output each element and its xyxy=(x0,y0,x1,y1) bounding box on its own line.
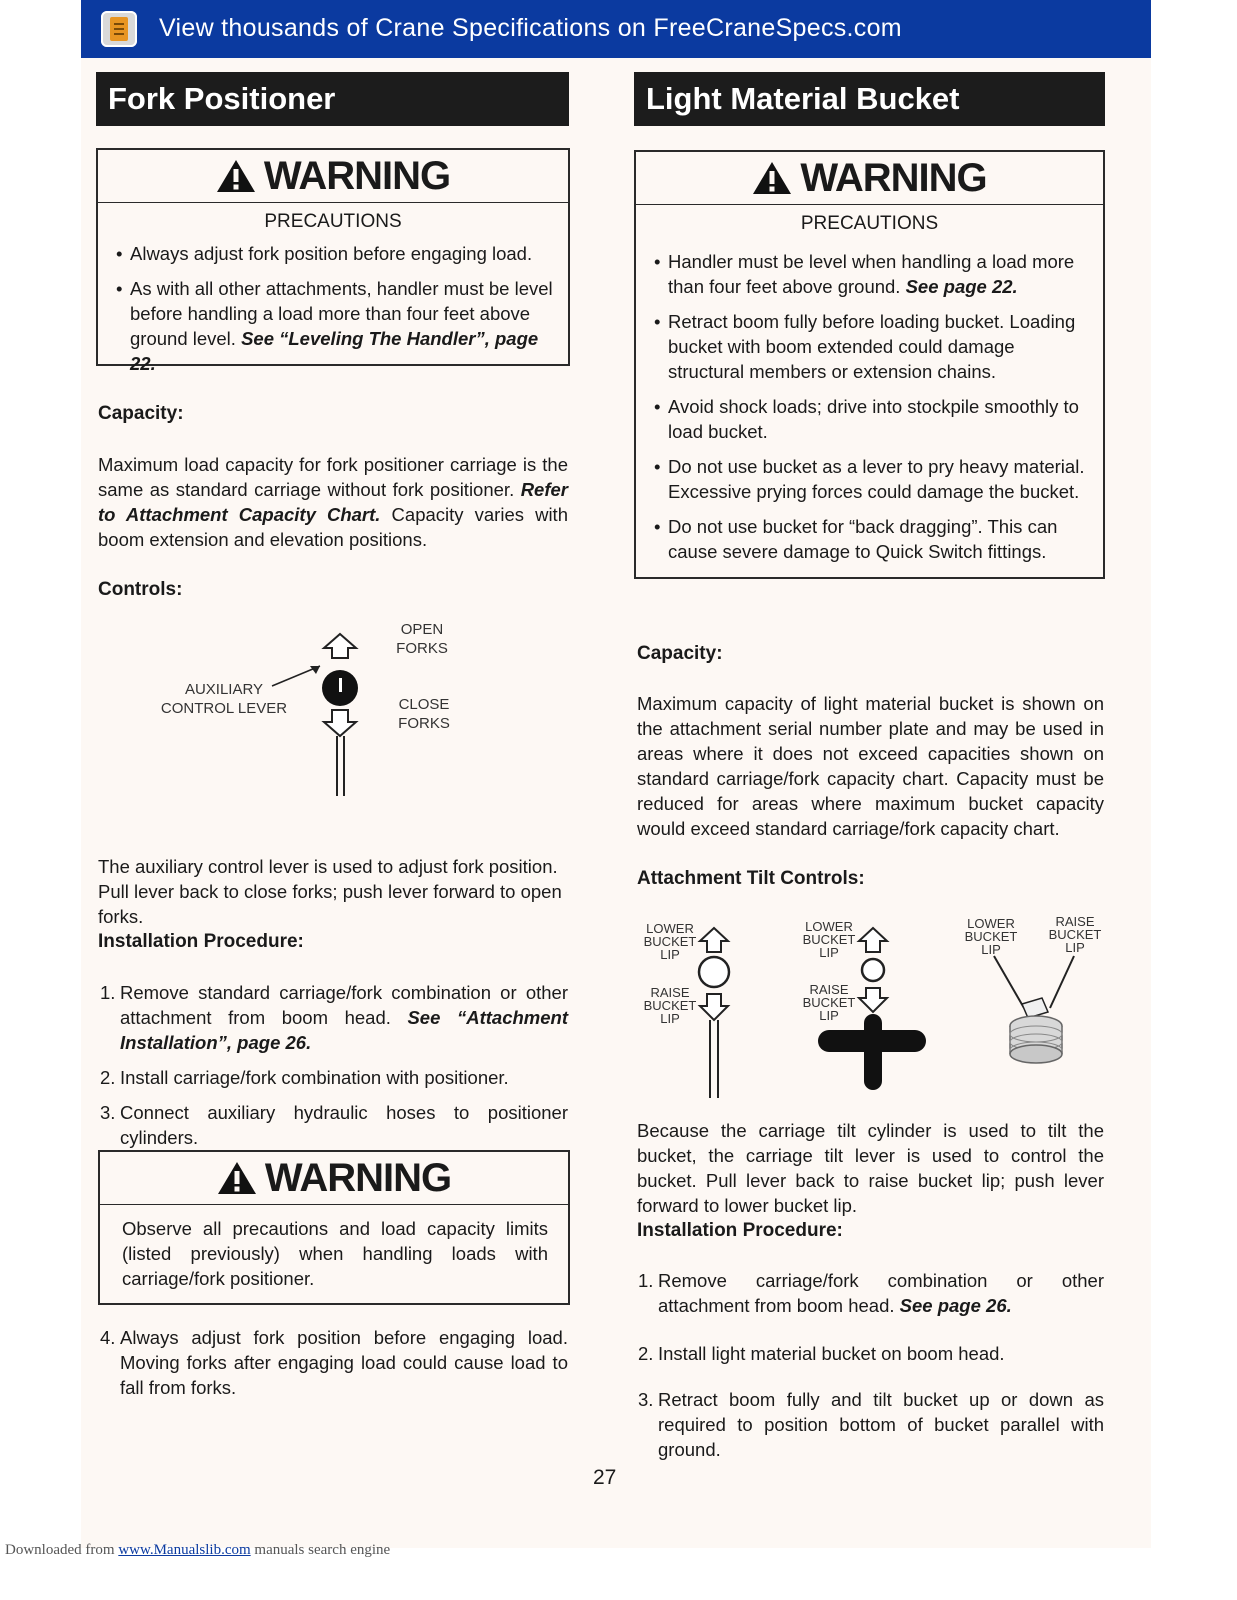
tilt-lever-drawing-1 xyxy=(692,926,736,1102)
list-item: • Avoid shock loads; drive into stockpile smoothly to load bucket. xyxy=(636,394,1103,444)
page-number: 27 xyxy=(593,1466,617,1489)
close-forks-label-1: CLOSE xyxy=(398,696,450,713)
document-icon xyxy=(101,11,137,47)
list-item: 4. Always adjust fork position before engaging load. Moving forks after engaging load could cause load to fall from forks. xyxy=(100,1327,568,1398)
controls-paragraph: The auxiliary control lever is used to adjust fork position. Pull lever back to close forks; push lever forward to open forks. xyxy=(98,856,562,927)
page-reference: See “Leveling The Handler”, page 22. xyxy=(130,328,539,374)
warning-heading xyxy=(98,150,568,203)
capacity-reference: Refer to Attachment Capacity Chart. xyxy=(98,479,568,525)
bucket-capacity-paragraph: Maximum capacity of light material bucket is shown on the attachment serial number plate and may be used in areas where it does not exceed capacities shown on standard carriage/fork capacity chart. Capacity must be reduced for areas where maximum bucket capacity would exceed standard carriage/fork capacity chart. xyxy=(637,693,1104,839)
precautions-subtitle: PRECAUTIONS xyxy=(264,211,402,232)
page-reference: See page 26. xyxy=(899,1295,1012,1316)
list-item: • Do not use bucket as a lever to pry heavy material. Excessive prying forces could damage the bucket. xyxy=(636,454,1103,504)
warning-heading xyxy=(636,152,1103,205)
tilt-controls-paragraph: Because the carriage tilt cylinder is used to tilt the bucket, the carriage tilt lever is used to control the bucket. Pull lever back to raise bucket lip; push lever forward to lower bucket lip. xyxy=(637,1120,1104,1216)
top-banner[interactable] xyxy=(81,0,1151,58)
warning-triangle-icon xyxy=(217,1161,257,1195)
open-forks-label-1: OPEN xyxy=(400,621,444,638)
list-item: 1. Remove carriage/fork combination or other attachment from boom head. See page 26. xyxy=(638,1270,1104,1316)
list-item: 1. Remove standard carriage/fork combination or other attachment from boom head. See “Attachment Installation”, page 26. xyxy=(100,982,568,1053)
controls-heading: Controls: xyxy=(98,579,183,600)
list-item: 3. Connect auxiliary hydraulic hoses to positioner cylinders. xyxy=(100,1102,568,1148)
raise-bucket-lip-label: RAISE BUCKET LIP xyxy=(643,985,697,1026)
aux-lever-label-2: CONTROL LEVER xyxy=(160,700,288,717)
warning-title-text: WARNING xyxy=(800,156,987,200)
capacity-paragraph: Maximum load capacity for fork positioner carriage is the same as standard carriage without fork positioner. Refer to Attachment Capacity Chart. Capacity varies with boom extension and elevation positions. xyxy=(98,454,568,550)
light-material-bucket-title: Light Material Bucket xyxy=(634,72,1105,126)
page-reference: See “Attachment Installation”, page 26. xyxy=(120,1007,568,1053)
control-lever-drawing xyxy=(260,630,380,800)
lower-bucket-lip-label: LOWER BUCKET LIP xyxy=(643,921,697,962)
lower-bucket-lip-label: LOWER BUCKET LIP xyxy=(964,916,1018,957)
raise-bucket-lip-label: RAISE BUCKET LIP xyxy=(1048,914,1102,955)
download-footer: Downloaded from www.Manualslib.com manuals search engine xyxy=(5,1542,391,1558)
list-item: 2. Install carriage/fork combination with positioner. xyxy=(100,1067,509,1088)
installation-steps xyxy=(100,980,568,1150)
warning-triangle-icon xyxy=(216,159,256,193)
warning-title-text: WARNING xyxy=(264,1156,452,1200)
bucket-capacity-heading: Capacity: xyxy=(637,643,723,664)
list-item: • Do not use bucket for “back dragging”. This can cause severe damage to Quick Switch fittings. xyxy=(636,514,1103,564)
warning-box-positioner xyxy=(98,1150,570,1305)
lower-bucket-lip-label: LOWER BUCKET LIP xyxy=(802,919,856,960)
manualslib-link[interactable]: www.Manualslib.com xyxy=(118,1542,251,1558)
joystick-drawing xyxy=(990,954,1080,1066)
tilt-lever-drawing-2 xyxy=(814,926,930,1094)
bucket-installation-steps xyxy=(638,1268,1104,1462)
precautions-subtitle: PRECAUTIONS xyxy=(800,213,939,234)
installation-heading: Installation Procedure: xyxy=(98,931,304,952)
warning-box-precautions-right xyxy=(634,150,1105,579)
fork-positioner-title: Fork Positioner xyxy=(96,72,569,126)
list-item: 2. Install light material bucket on boom head. xyxy=(638,1343,1005,1364)
warning-paragraph: Observe all precautions and load capacity limits (listed previously) when handling loads with carriage/fork positioner. xyxy=(122,1218,548,1289)
precautions-list xyxy=(636,249,1103,564)
list-item: • Handler must be level when handling a load more than four feet above ground. See page 22. xyxy=(636,249,1103,299)
list-item: • Always adjust fork position before engaging load. xyxy=(98,241,568,266)
warning-title-text: WARNING xyxy=(263,154,451,198)
raise-bucket-lip-label: RAISE BUCKET LIP xyxy=(802,982,856,1023)
list-item: • As with all other attachments, handler must be level before handling a load more than four feet above ground level. See “Leveling The Handler”, page 22. xyxy=(98,276,568,376)
open-forks-label-2: FORKS xyxy=(396,640,448,657)
installation-step-4 xyxy=(100,1325,568,1400)
warning-heading xyxy=(100,1152,568,1205)
list-item: 3. Retract boom fully and tilt bucket up or down as required to position bottom of bucket parallel with ground. xyxy=(638,1389,1104,1460)
warning-box-precautions-left xyxy=(96,148,570,374)
bucket-installation-heading: Installation Procedure: xyxy=(637,1220,843,1241)
capacity-heading: Capacity: xyxy=(98,403,184,424)
list-item: • Retract boom fully before loading bucket. Loading bucket with boom extended could damage structural members or extension chains. xyxy=(636,309,1103,384)
tilt-controls-heading: Attachment Tilt Controls: xyxy=(637,868,865,889)
warning-triangle-icon xyxy=(752,161,792,195)
banner-link-text[interactable]: View thousands of Crane Specifications on FreeCraneSpecs.com xyxy=(159,14,902,42)
precautions-list xyxy=(98,241,568,376)
aux-lever-label-1: AUXILIARY xyxy=(184,681,264,698)
close-forks-label-2: FORKS xyxy=(398,715,450,732)
page-reference: See page 22. xyxy=(905,276,1018,297)
